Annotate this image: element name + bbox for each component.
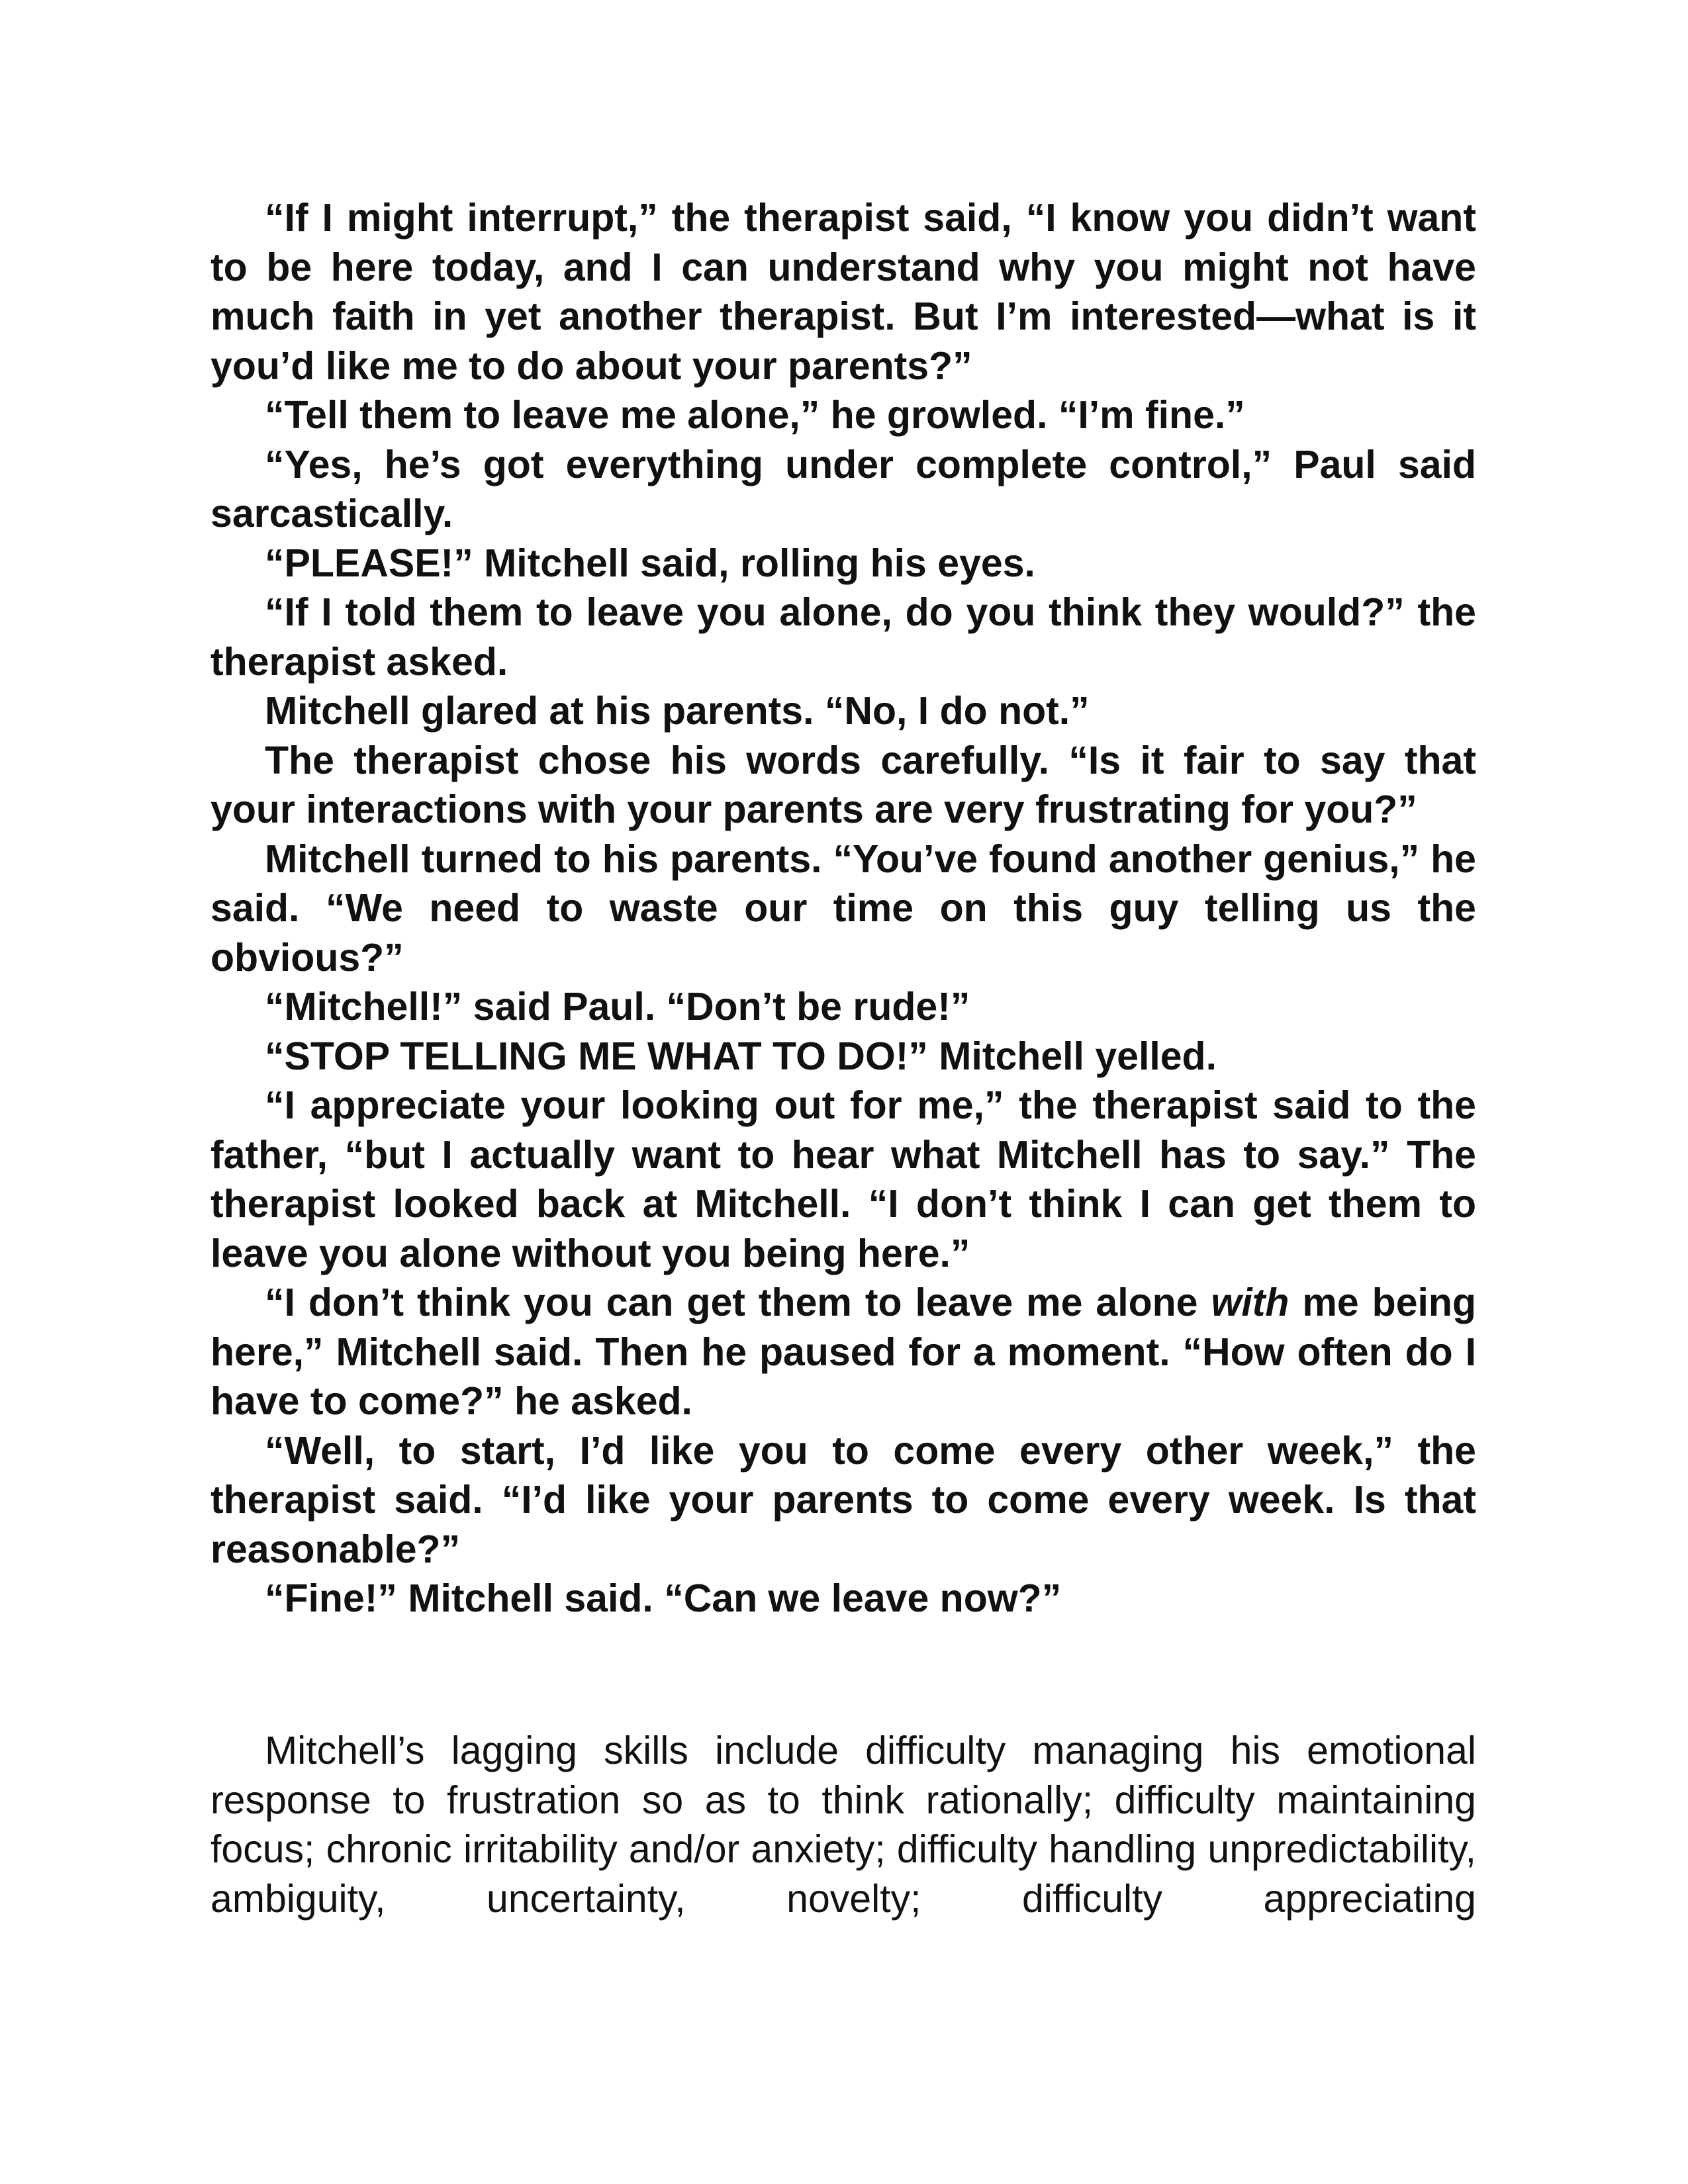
dialogue-paragraph-13: “Well, to start, I’d like you to come every other week,” the therapist said. “I’d like your parents to come every week. Is that reasonable?” <box>211 1428 1476 1571</box>
emphasized-word: with <box>1211 1281 1289 1324</box>
dialogue-paragraph-7: The therapist chose his words carefully. “Is it fair to say that your interactions with your parents are very frustrating for you?” <box>211 738 1476 831</box>
dialogue-paragraph-9: “Mitchell!” said Paul. “Don’t be rude!” <box>265 985 970 1028</box>
dialogue-paragraph-14: “Fine!” Mitchell said. “Can we leave now?” <box>265 1576 1062 1620</box>
dialogue-paragraph-1: “If I might interrupt,” the therapist said, “I know you didn’t want to be here today, and I can understand why you might not have much faith in yet another therapist. But I’m interested—what is it you’d like me to do about your parents?” <box>211 196 1476 388</box>
dialogue-paragraph-12-end: me being here,” Mitchell said. Then he paused for a moment. “How often do I have to come?” he asked. <box>211 1281 1477 1423</box>
dialogue-paragraph-2: “Tell them to leave me alone,” he growled. “I’m fine.” <box>265 393 1245 437</box>
dialogue-paragraph-4: “PLEASE!” Mitchell said, rolling his eyes. <box>265 541 1035 585</box>
dialogue-paragraph-12 <box>211 1278 1476 1426</box>
dialogue-paragraph-12-start: “I don’t think you can get them to leave me alone <box>265 1281 1211 1324</box>
dialogue-paragraph-8: Mitchell turned to his parents. “You’ve found another genius,” he said. “We need to waste our time on this guy telling us the obvious?” <box>211 837 1476 979</box>
dialogue-paragraph-6: Mitchell glared at his parents. “No, I do not.” <box>265 689 1090 733</box>
commentary-paragraph: Mitchell’s lagging skills include difficulty managing his emotional response to frustration so as to think rationally; difficulty maintaining focus; chronic irritability and/or anxiety; difficulty handling unpredictability, ambiguity, uncertainty, novelty; difficulty appreciating <box>211 1729 1476 1921</box>
dialogue-paragraph-5: “If I told them to leave you alone, do you think they would?” the therapist asked. <box>211 590 1476 684</box>
dialogue-paragraph-3: “Yes, he’s got everything under complete control,” Paul said sarcastically. <box>211 442 1476 535</box>
dialogue-paragraph-11: “I appreciate your looking out for me,” the therapist said to the father, “but I actually want to hear what Mitchell has to say.” The therapist looked back at Mitchell. “I don’t think I can get them to leave you alone without you being here.” <box>211 1083 1476 1275</box>
dialogue-section <box>211 193 1476 1623</box>
dialogue-paragraph-10: “STOP TELLING ME WHAT TO DO!” Mitchell yelled. <box>265 1034 1217 1078</box>
commentary-section <box>211 1726 1476 1923</box>
